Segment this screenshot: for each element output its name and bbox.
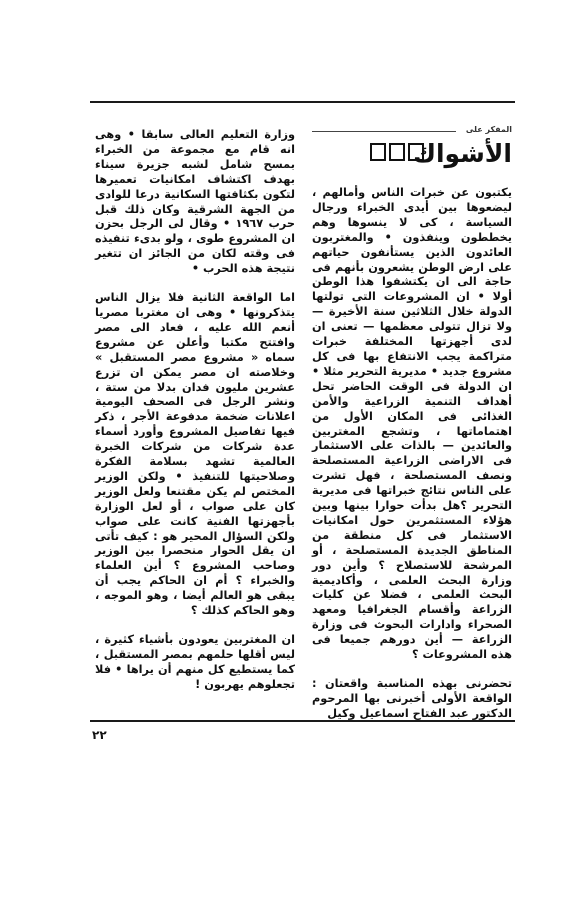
ornament-box <box>370 143 386 161</box>
paragraph: اما الواقعة الثانية فلا يزال الناس يتذكرونها • وهى ان مغتربا مصريا أنعم الله عليه ، فعاد الى مصر وافتتح مكتبا وأعلن عن مشروع سماه « مشروع مصر المستقبل » وخلاصته ان مصر يمكن ان تزرع عشرين مليون فدان بدلا من ستة ، ونشر الرجل فى الصحف اليومية اعلانات ضخمة مدفوعة الأجر ، ذكر فيها تفاصيل المشروع وأورد أسماء عدة شركات من شركات الخبرة العالمية تشهد بسلامة الفكرة وصلاحيتها للتنفيذ • ولكن الوزير المختص لم يكن مقتنعا ولعل الوزير كان على صواب ، أو لعل الوزارة بأجهزتها الفنية كانت على صواب ولكن السؤال المحير هو : كيف تأتى ان يقل الحوار منحصرا بين الوزير وصاحب المشروع ؟ أين العلماء والخبراء ؟ أم ان الحاكم يجب أن يبقى هو العالم أيضا ، وهو الموجه ، وهو الحاكم كذلك ؟ <box>95 291 295 618</box>
header-title: الأشواك <box>413 139 512 168</box>
paragraph: ان المغتربين يعودون بأشياء كثيرة ، ليس أقلها حلمهم بمصر المستقبل ، كما يستطيع كل منهم أن يراها • فلا تجعلوهم يهربون ! <box>95 633 295 691</box>
bottom-rule <box>90 720 515 722</box>
page-number: ٢٢ <box>92 728 107 742</box>
paragraph: يكتبون عن خبرات الناس وأمالهم ، ليضعوها بين أيدى الخبراء ورجال السياسة ، كى لا ينسوها وهم يخططون وينفذون • والمغتربون العائدون الذين يستأنفون حياتهم على ارض الوطن يشعرون بأنهم فى حاجة الى ان يكتشفوا هذا الوطن أولا • ان المشروعات التى تولتها الدولة خلال الثلاثين سنة الأخيرة — ولا تزال تتولى معظمها — تعنى ان لدى أجهزتها المختلفة خبرات متراكمة يجب الانتفاع بها فى كل مشروع جديد • مديرية التحرير مثلا • ان الدولة فى الوقت الحاضر تحل أهداف التنمية الزراعية والأمن الغذائى فى المكان الأول من اهتماماتها ، وتشجع المغتربين والعائدين — بالذات على الاستثمار فى الاراضى الزراعية المستصلحة ونصف المستصلحة ، فهل تشرت على الناس نتائج خبراتها فى مديرية التحرير ؟هل بدأت حوارا بينها وبين هؤلاء المستثمرين حول امكانيات الاستثمار فى كل منطقة من المناطق الجديدة المستصلحة ، أو المرشحة للاستصلاح ؟ وأين دور وزارة البحث العلمى ، وأكاديمية البحث العلمى ، فضلا عن كليات الزراعة وأقسام الجغرافيا ومعهد الصحراء وادارات البحوث فى وزارة الزراعة — أين دورهم جميعا فى هذه المشروعات ؟ <box>312 186 512 662</box>
left-text-column <box>95 128 295 707</box>
header-kicker: المفكر على <box>465 125 512 134</box>
paragraph: تحضرنى بهذه المناسبة واقعتان : الواقعة الأولى أخبرنى بها المرحوم الدكتور عبد الفتاح اسماعيل وكيل <box>312 677 512 720</box>
header-boxes-ornament <box>370 143 424 161</box>
kicker-rule <box>312 131 456 132</box>
paragraph: وزارة التعليم العالى سابقا • وهى انه قام مع مجموعة من الخبراء بمسح شامل لشبه جزيرة سيناء بهدف اكتشاف امكانيات تعميرها لتكون بكثافتها السكانية درعا للوادى من الجهة الشرقية وكان ذلك قبل حرب ١٩٦٧ • وقال لى الرجل بحزن ان المشروع طوى ، ولو بدىء تنفيذه فى وقته لكان من الجائز ان تتغير نتيجة هذه الحرب • <box>95 128 295 276</box>
right-text-column <box>312 186 512 736</box>
ornament-box <box>408 143 424 161</box>
ornament-box <box>389 143 405 161</box>
top-rule <box>90 101 515 103</box>
column-header <box>312 121 512 173</box>
